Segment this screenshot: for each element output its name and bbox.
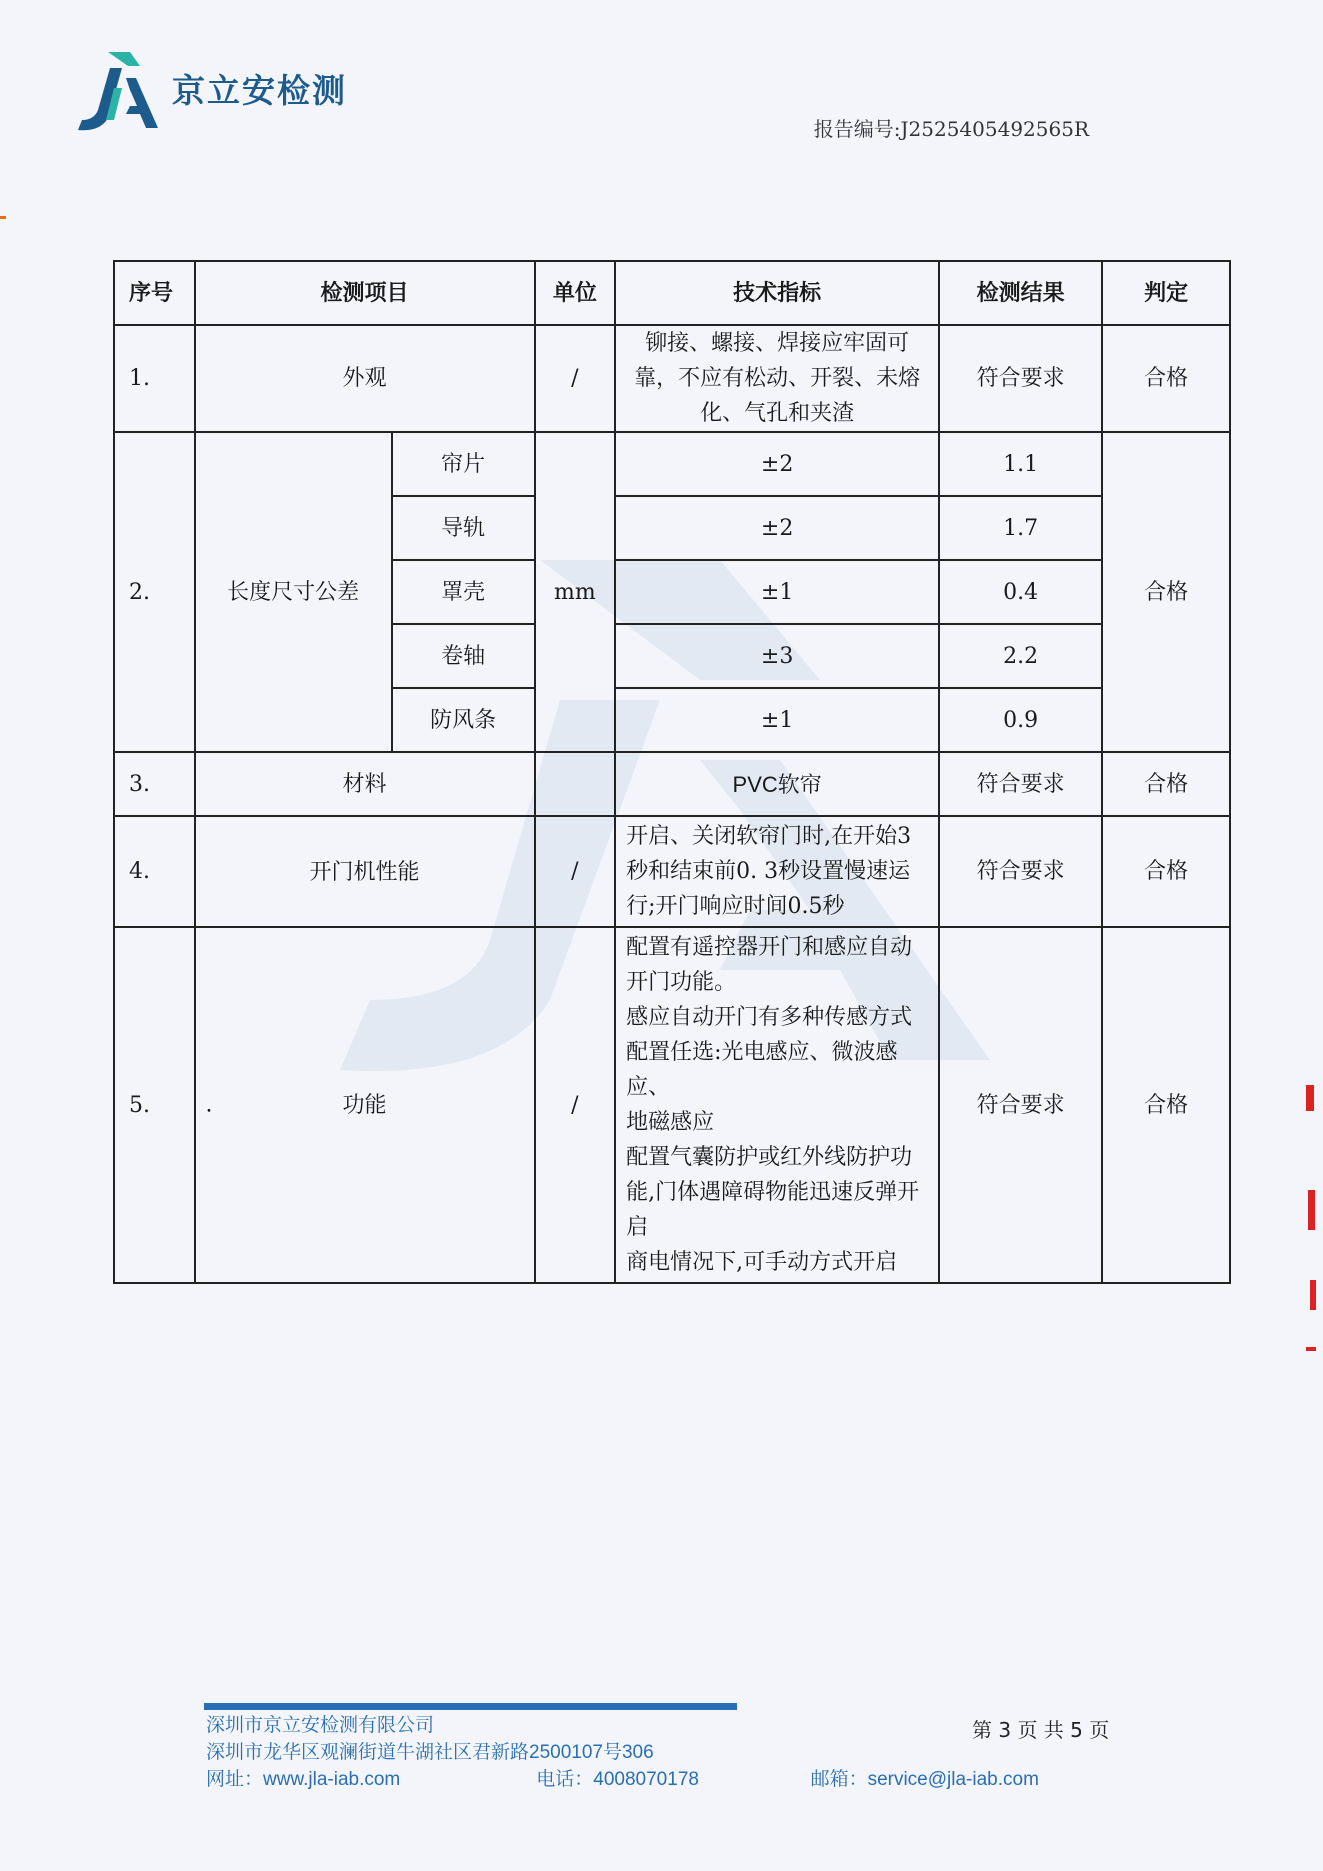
spec-line: 感应自动开门有多种传感方式	[626, 1005, 913, 1030]
logo-text: 京立安检测	[172, 70, 347, 110]
sub-result: 1.7	[939, 496, 1102, 560]
report-number: 报告编号:J2525405492565R	[813, 117, 1089, 141]
footer-contacts	[206, 1766, 1039, 1793]
header-result: 检测结果	[939, 261, 1102, 325]
row-index: 1.	[114, 325, 195, 432]
seal-fragment	[1308, 1190, 1315, 1230]
table-row	[114, 927, 1230, 1283]
row-verdict: 合格	[1102, 325, 1230, 432]
row-item: 开门机性能	[195, 816, 535, 927]
row-index: 5.	[114, 927, 195, 1283]
table-header-row	[114, 261, 1230, 325]
row-unit: /	[535, 927, 616, 1283]
footer-phone: 电话：4008070178	[536, 1769, 699, 1790]
row-verdict: 合格	[1102, 816, 1230, 927]
header-verdict: 判定	[1102, 261, 1230, 325]
table-row	[114, 752, 1230, 816]
row-item	[195, 927, 535, 1283]
page-number: 第 3 页 共 5 页	[972, 1718, 1110, 1742]
row-index: 2.	[114, 432, 195, 752]
footer-email: 邮箱：service@jla-iab.com	[810, 1769, 1039, 1790]
table-row	[114, 816, 1230, 927]
sub-spec: ±1	[615, 688, 939, 752]
sub-result: 2.2	[939, 624, 1102, 688]
row-unit: /	[535, 816, 616, 927]
row-item: 长度尺寸公差	[195, 432, 392, 752]
footer-address: 深圳市龙华区观澜街道牛湖社区君新路2500107号306	[206, 1742, 654, 1763]
header-unit: 单位	[535, 261, 616, 325]
row-result: 符合要求	[939, 927, 1102, 1283]
sub-item: 帘片	[392, 432, 535, 496]
row-unit: /	[535, 325, 616, 432]
sub-item: 罩壳	[392, 560, 535, 624]
footer-divider	[204, 1703, 737, 1710]
row-index: 4.	[114, 816, 195, 927]
row-unit	[535, 752, 616, 816]
spec-line: 行;开门响应时间0.5秒	[626, 894, 845, 919]
row-verdict: 合格	[1102, 752, 1230, 816]
spec-line: 地磁感应	[626, 1110, 715, 1135]
scan-mark	[0, 216, 6, 219]
table-row	[114, 432, 1230, 496]
seal-fragment	[1306, 1085, 1314, 1111]
sub-item: 卷轴	[392, 624, 535, 688]
row-verdict: 合格	[1102, 927, 1230, 1283]
header-index: 序号	[114, 261, 195, 325]
company-logo	[70, 48, 347, 134]
header-item: 检测项目	[195, 261, 535, 325]
spec-line: 配置有遥控器开门和感应自动	[626, 935, 913, 960]
sub-spec: ±2	[615, 432, 939, 496]
row-item-label: 功能	[342, 1092, 387, 1117]
sub-result: 1.1	[939, 432, 1102, 496]
sub-item: 防风条	[392, 688, 535, 752]
stray-dot: .	[205, 1092, 213, 1118]
spec-line: 启	[626, 1215, 649, 1240]
row-spec: 铆接、螺接、焊接应牢固可靠，不应有松动、开裂、未熔化、气孔和夹渣	[615, 325, 939, 432]
row-item: 外观	[195, 325, 535, 432]
seal-fragment	[1310, 1280, 1316, 1310]
footer-website: 网址：www.jla-iab.com	[206, 1769, 401, 1790]
sub-spec: ±3	[615, 624, 939, 688]
spec-line: 开启、关闭软帘门时,在开始3	[626, 824, 912, 849]
row-item: 材料	[195, 752, 535, 816]
inspection-table	[113, 260, 1231, 1284]
footer-company: 深圳市京立安检测有限公司	[206, 1715, 435, 1736]
sub-spec: ±1	[615, 560, 939, 624]
row-result: 符合要求	[939, 752, 1102, 816]
sub-result: 0.4	[939, 560, 1102, 624]
row-result: 符合要求	[939, 325, 1102, 432]
sub-spec: ±2	[615, 496, 939, 560]
sub-item: 导轨	[392, 496, 535, 560]
spec-line: 能,门体遇障碍物能迅速反弹开	[626, 1180, 920, 1205]
row-spec	[615, 927, 939, 1283]
row-index: 3.	[114, 752, 195, 816]
header-spec: 技术指标	[615, 261, 939, 325]
row-unit: mm	[535, 432, 616, 752]
spec-line: 商电情况下,可手动方式开启	[626, 1250, 898, 1275]
spec-line: 配置任选:光电感应、微波感应、	[626, 1040, 898, 1100]
sub-result: 0.9	[939, 688, 1102, 752]
row-verdict: 合格	[1102, 432, 1230, 752]
spec-line: 配置气囊防护或红外线防护功	[626, 1145, 913, 1170]
row-result: 符合要求	[939, 816, 1102, 927]
spec-line: 开门功能。	[626, 970, 737, 995]
footer	[206, 1712, 1039, 1793]
row-spec	[615, 816, 939, 927]
spec-line: 秒和结束前0. 3秒设置慢速运	[626, 859, 911, 884]
seal-fragment	[1306, 1347, 1316, 1351]
row-spec: PVC软帘	[615, 752, 939, 816]
jla-logo-icon	[70, 48, 162, 134]
table-row	[114, 325, 1230, 432]
